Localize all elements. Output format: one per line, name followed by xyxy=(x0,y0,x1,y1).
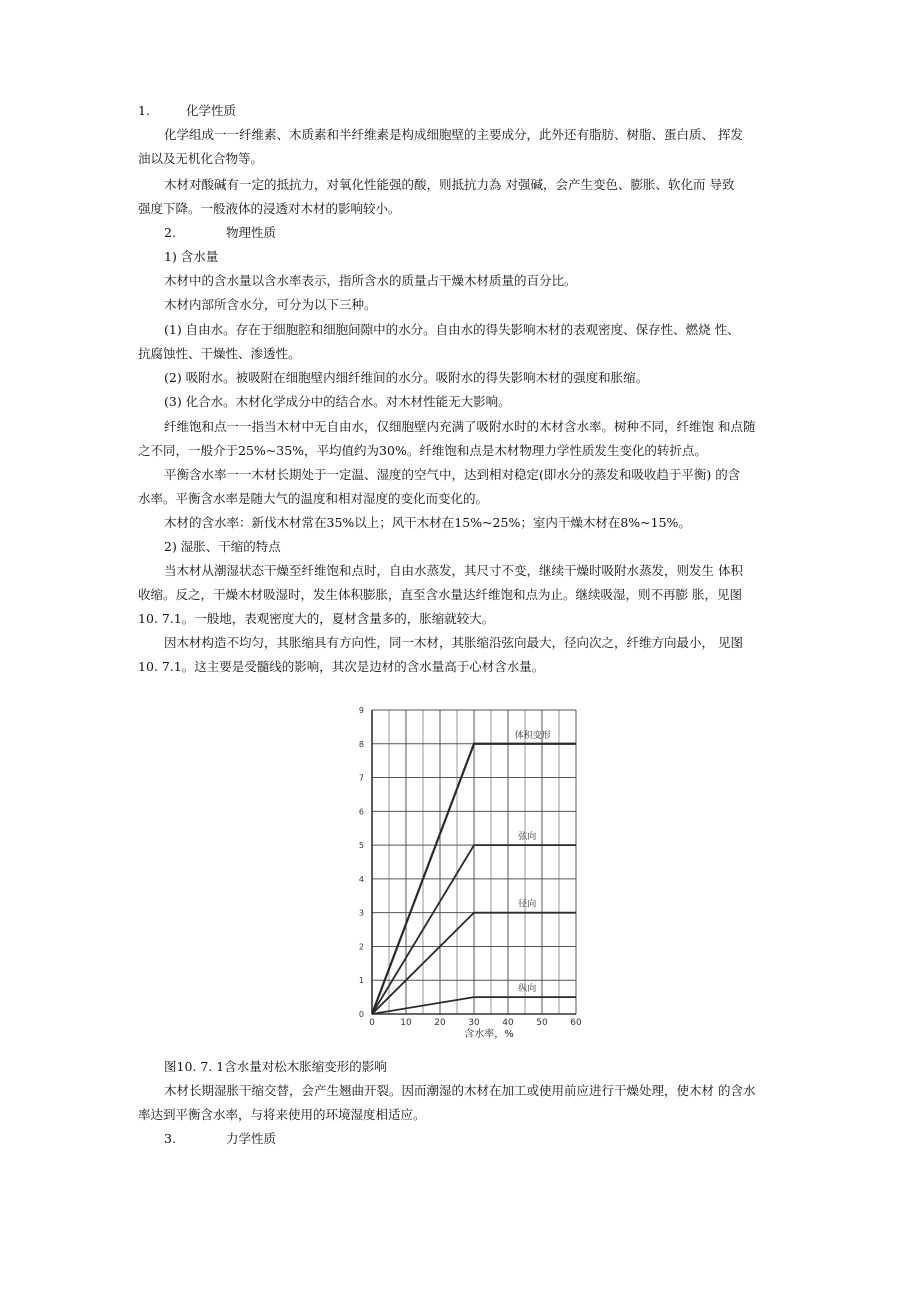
x-tick-label: 60 xyxy=(570,1018,582,1028)
section-number: 1. xyxy=(138,103,150,118)
y-tick-label: 8 xyxy=(358,739,364,749)
figure xyxy=(340,700,590,1040)
paragraph: 木材长期湿胀干缩交替，会产生翘曲开裂。因而潮湿的木材在加工或使用前应进行干燥处理，使木材 的含水 xyxy=(164,1083,756,1098)
section-title: 化学性质 xyxy=(185,103,236,118)
y-tick-label: 7 xyxy=(358,773,364,783)
subsection-heading: 2) 湿胀、干缩的特点 xyxy=(164,539,281,554)
y-tick-label: 3 xyxy=(358,908,364,918)
y-tick-label: 9 xyxy=(358,706,364,715)
paragraph: 纤维饱和点一一指当木材中无自由水，仅细胞壁内充满了吸附水时的木材含水率。树种不同，纤维饱 和点随 xyxy=(164,419,756,434)
y-tick-label: 4 xyxy=(358,874,364,884)
shrinkage-chart xyxy=(340,700,590,1040)
paragraph: 当木材从潮湿状态干燥至纤维饱和点时，自由水蒸发，其尺寸不变，继续干燥时吸附水蒸发，则发生 体积 xyxy=(164,563,743,578)
y-tick-label: 6 xyxy=(358,807,364,817)
list-item-cont: 抗腐蚀性、干燥性、渗透性。 xyxy=(138,346,301,361)
series-label: 纵向 xyxy=(518,984,537,995)
paragraph: 收缩。反之，干燥木材吸湿时，发生体积膨胀，直至含水量达纤维饱和点为止。继续吸湿，则不再膨 胀，见图 xyxy=(138,587,742,602)
section-1-heading xyxy=(138,103,236,119)
paragraph: 率达到平衡含水率，与将来使用的环境湿度相适应。 xyxy=(138,1107,426,1122)
figure-caption: 图10. 7. 1含水量对松木胀缩变形的影响 xyxy=(164,1059,387,1074)
y-tick-label: 0 xyxy=(358,1010,364,1019)
section-title: 物理性质 xyxy=(225,225,276,240)
y-tick-label: 5 xyxy=(358,841,364,851)
y-tick-label: 2 xyxy=(358,942,364,952)
section-3-heading xyxy=(164,1131,276,1147)
section-2-heading xyxy=(164,225,276,241)
x-axis-label: 含水率，% xyxy=(464,1029,514,1040)
x-tick-label: 0 xyxy=(369,1018,375,1028)
section-number: 2. xyxy=(164,225,176,240)
x-tick-label: 30 xyxy=(468,1018,480,1028)
series-label: 体积变形 xyxy=(514,730,551,741)
x-tick-label: 50 xyxy=(536,1018,548,1028)
paragraph: 木材对酸碱有一定的抵抗力，对氧化性能强的酸，则抵抗力為 对强碱，会产生变色、膨胀、软化而 导致 xyxy=(164,177,735,192)
section-number: 3. xyxy=(164,1131,176,1146)
paragraph: 10. 7.1。这主要是受髓线的影响，其次是边材的含水量高于心材含水量。 xyxy=(138,659,545,674)
paragraph: 水率。平衡含水率是随大气的温度和相对湿度的变化而变化的。 xyxy=(138,491,489,506)
paragraph: 之不同，一般介于25%~35%，平均值约为30%。纤维饱和点是木材物理力学性质发生变化的转折点。 xyxy=(138,443,707,458)
paragraph: 木材内部所含水分，可分为以下三种。 xyxy=(164,297,377,312)
paragraph: 10. 7.1。一般地，表观密度大的，夏材含量多的，胀缩就较大。 xyxy=(138,611,495,626)
list-item: (3) 化合水。木材化学成分中的结合水。对木材性能无大影响。 xyxy=(164,394,511,409)
x-tick-label: 20 xyxy=(434,1018,446,1028)
paragraph: 木材的含水率：新伐木材常在35%以上；风干木材在15%~25%；室内干燥木材在8%~15%。 xyxy=(164,515,691,530)
paragraph: 木材中的含水量以含水率表示，指所含水的质量占干燥木材质量的百分比。 xyxy=(164,273,577,288)
y-tick-label: 1 xyxy=(358,976,364,986)
list-item: (1) 自由水。存在于细胞腔和细胞间隙中的水分。自由水的得失影响木材的表观密度、保存性、燃烧 性、 xyxy=(164,322,740,337)
section-title: 力学性质 xyxy=(225,1131,276,1146)
paragraph: 化学组成一一纤维素、木质素和半纤维素是构成细胞壁的主要成分，此外还有脂肪、树脂、蛋白质、 挥发 xyxy=(164,127,743,142)
paragraph: 因木材构造不均匀，其胀缩具有方向性，同一木材，其胀缩沿弦向最大，径向次之，纤维方向最小， 见图 xyxy=(164,635,743,650)
paragraph: 平衡含水率一一木材长期处于一定温、湿度的空气中，达到相对稳定(即水分的蒸发和吸收趋于平衡) 的含 xyxy=(164,467,741,482)
series-label: 径向 xyxy=(518,899,537,910)
series-label: 弦向 xyxy=(518,832,537,843)
paragraph: 强度下降。一般液体的浸透对木材的影响较小。 xyxy=(138,201,401,216)
subsection-heading: 1) 含水量 xyxy=(164,249,219,264)
list-item: (2) 吸附水。被吸附在细胞壁内细纤维间的水分。吸附水的得失影响木材的强度和胀缩。 xyxy=(164,370,649,385)
x-tick-label: 10 xyxy=(400,1018,412,1028)
paragraph: 油以及无机化合物等。 xyxy=(138,151,264,166)
x-tick-label: 40 xyxy=(502,1018,514,1028)
